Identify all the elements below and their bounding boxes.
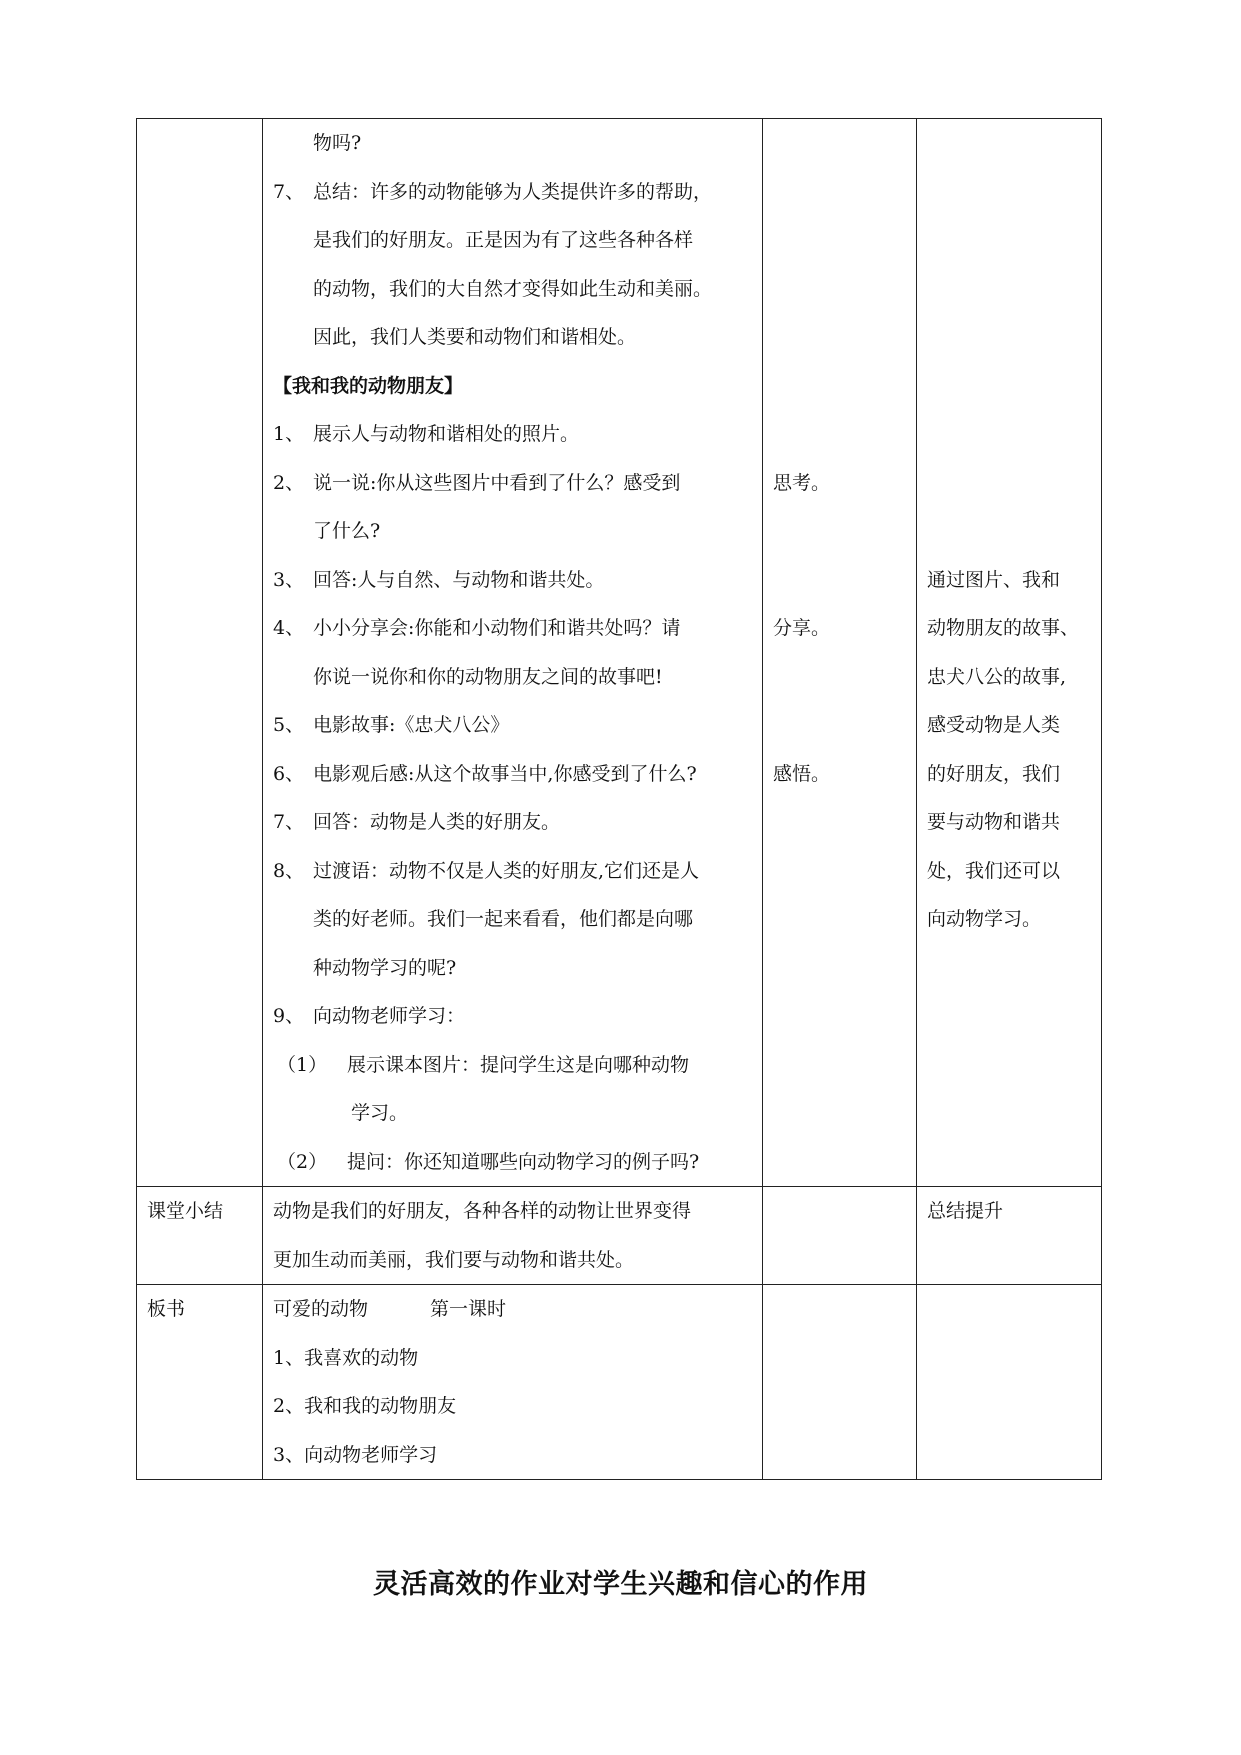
item-text: 类的好老师。我们一起来看看，他们都是向哪 [313,908,694,930]
intent-line: 处，我们还可以 [927,859,1061,882]
sub-item-number: （1） [277,1053,328,1076]
item-text: 种动物学习的呢? [313,956,457,979]
sub-item [273,1089,752,1138]
summary-intent [917,1187,1102,1285]
activity-think: 思考。 [773,471,831,494]
board-title-line [273,1285,752,1334]
item-number: 8、 [273,859,305,882]
board-label [137,1285,263,1480]
sub-item-number: （2） [277,1150,328,1173]
intent-line: 要与动物和谐共 [927,811,1061,833]
item-text: 向动物老师学习： [313,1005,466,1027]
board-label-text: 板书 [147,1298,186,1320]
section-heading: 【我和我的动物朋友】 [273,374,464,397]
item-text: 回答:人与自然、与动物和谐共处。 [313,568,605,591]
intent-line: 的好朋友，我们 [927,762,1061,785]
sub-item-text: 展示课本图片：提问学生这是向哪种动物 [347,1053,690,1076]
intent-line: 动物朋友的故事、 [927,617,1080,639]
item-text: 你说一说你和你的动物朋友之间的故事吧! [313,665,663,688]
intent-line: 忠犬八公的故事, [927,665,1067,688]
process-line [273,265,752,314]
item-number: 4、 [273,617,305,639]
process-line-text: 是我们的好朋友。正是因为有了这些各种各样 [313,229,694,251]
sub-item-text: 提问：你还知道哪些向动物学习的例子吗? [347,1150,700,1173]
intent-line: 向动物学习。 [927,908,1042,930]
list-item [273,410,752,459]
sub-item-text: 学习。 [351,1102,409,1124]
board-row [137,1285,1102,1480]
list-item [273,895,752,944]
list-item [273,507,752,556]
board-lesson: 第一课时 [430,1298,507,1320]
process-line-text: 总结：许多的动物能够为人类提供许多的帮助， [313,180,713,203]
item-number: 3、 [273,568,305,591]
item-text: 展示人与动物和谐相处的照片。 [313,423,580,445]
item-number: 7、 [273,811,305,833]
item-number: 7、 [273,180,305,203]
sub-item [273,1041,752,1090]
process-line-text: 物吗? [313,132,362,154]
item-text: 电影故事:《忠犬八公》 [313,714,510,736]
activity-realize: 感悟。 [773,762,831,785]
item-number: 9、 [273,1005,305,1027]
list-item [273,556,752,605]
item-number: 5、 [273,714,305,736]
item-number: 6、 [273,762,305,785]
board-item: 1、我喜欢的动物 [273,1346,419,1369]
item-text: 过渡语：动物不仅是人类的好朋友,它们还是人 [313,859,700,882]
student-activity-cell [763,119,917,1187]
summary-label [137,1187,263,1285]
process-line-text: 的动物，我们的大自然才变得如此生动和美丽。 [313,277,713,300]
summary-intent-text: 总结提升 [927,1200,1004,1222]
list-item [273,798,752,847]
intent-line: 感受动物是人类 [927,714,1061,736]
document-title: 灵活高效的作业对学生兴趣和信心的作用 [373,1569,868,1600]
item-number: 1、 [273,423,305,445]
board-item: 2、我和我的动物朋友 [273,1395,457,1417]
board-title: 可爱的动物 [273,1298,369,1320]
board-item: 3、向动物老师学习 [273,1443,438,1466]
item-text: 回答：动物是人类的好朋友。 [313,811,561,833]
list-item [273,847,752,896]
summary-label-text: 课堂小结 [147,1200,224,1222]
summary-line: 动物是我们的好朋友，各种各样的动物让世界变得 [273,1200,692,1222]
process-content-cell [263,119,763,1187]
process-label-cell [137,119,263,1187]
item-text: 说一说:你从这些图片中看到了什么？感受到 [313,471,681,494]
list-item [273,992,752,1041]
lesson-plan-table [136,118,1102,1480]
board-content [263,1285,763,1480]
item-number: 2、 [273,471,305,494]
item-text: 了什么? [313,520,381,542]
design-intent-cell [917,119,1102,1187]
process-line [273,168,752,217]
process-line [273,216,752,265]
process-line-text: 因此，我们人类要和动物们和谐相处。 [313,326,637,348]
item-text: 小小分享会:你能和小动物们和谐共处吗？请 [313,617,681,639]
activity-share: 分享。 [773,617,831,639]
list-item [273,701,752,750]
board-activity [763,1285,917,1480]
list-item [273,604,752,653]
summary-row [137,1187,1102,1285]
list-item [273,459,752,508]
summary-content [263,1187,763,1285]
item-text: 电影观后感:从这个故事当中,你感受到了什么? [313,762,697,785]
board-intent [917,1285,1102,1480]
process-line [273,313,752,362]
summary-activity [763,1187,917,1285]
summary-line: 更加生动而美丽，我们要与动物和谐共处。 [273,1248,635,1271]
process-line [273,119,752,168]
intent-line: 通过图片、我和 [927,568,1061,591]
list-item [273,944,752,993]
process-row [137,119,1102,1187]
list-item [273,653,752,702]
list-item [273,750,752,799]
sub-item [273,1138,752,1187]
